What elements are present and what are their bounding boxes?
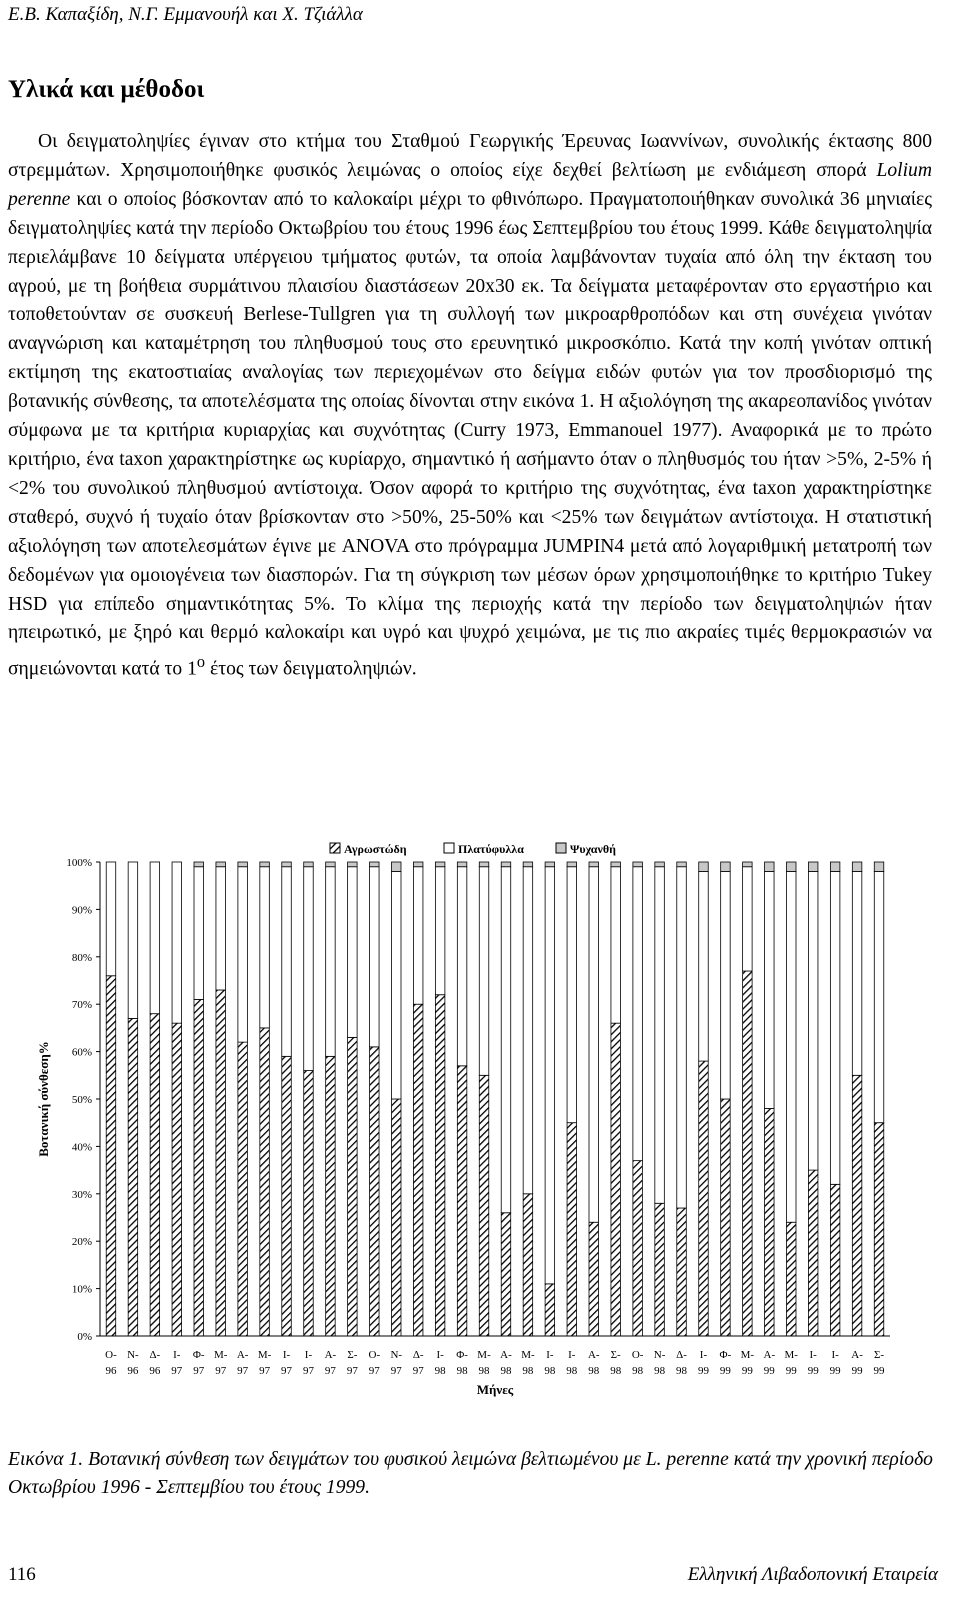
bar-segment (699, 1061, 709, 1336)
bar-segment (808, 862, 818, 871)
x-tick-label-year: 98 (588, 1365, 600, 1377)
x-tick-label-month: Ι- (809, 1349, 817, 1361)
bar-segment (677, 867, 687, 1208)
x-tick-label-month: Α- (500, 1349, 512, 1361)
x-tick-label-year: 99 (851, 1365, 863, 1377)
y-tick-label: 50% (71, 1094, 92, 1106)
bar-segment (874, 862, 884, 871)
bar-segment (743, 971, 753, 1336)
x-tick-label-month: Ν- (653, 1349, 666, 1361)
bar-segment (633, 867, 643, 1161)
bar-segment (435, 862, 445, 867)
bar-segment (216, 862, 226, 867)
x-tick-label-month: Α- (587, 1349, 600, 1361)
y-tick-label: 10% (71, 1283, 92, 1296)
x-tick-label-month: Α- (763, 1349, 776, 1361)
paragraph-text-2: και ο οποίος βόσκονταν από το καλοκαίρι μέχρι το φθινόπωρο. Πραγματοποιήθηκαν συνολικά 36 μηνιαίες δειγματοληψίες κατά την περίοδο Οκτωβρίου του έτους 1996 έως Σεπτεμβρίου του έτους 1999. Κάθε δειγματοληψία περιελάμβανε 10 δείγματα υπέργειου τμήματος φυτών, τα οποία λαμβάνονταν τυχαία από όλη την έκταση του αγρού, με τη βοήθεια συρμάτινου πλαισίου διαστάσεων 20x30 εκ. Τα δείγματα μεταφέρονταν στο εργαστήριο και τοποθετούνταν σε συσκευή Berlese-Tullgren για τη συλλογή των μικροαρθροπόδων και στη συνέχεια γινόταν αναγνώριση και καταμέτρηση του πληθυσμού τους στο ερευνητικό μικροσκόπιο. Κατά την κοπή γινόταν οπτική εκτίμηση της εκατοστιαίας αναλογίας των περιεχομένων στο δείγμα ειδών φυτών για τον προσδιορισμό της βοτανικής σύνθεσης, τα αποτελέσματα της οποίας δίνονται στην εικόνα 1. Η αξιολόγηση της ακαρεοπανίδος γινόταν σύμφωνα με τα κριτήρια κυριαρχίας και συχνότητας (Curry 1973, Emmanouel 1977). Αναφορικά με το πρώτο κριτήριο, ένα taxon χαρακτηρίστηκε ως κυρίαρχο, σημαντικό ή ασήμαντο όταν ο πληθυσμός του ήταν >5%, 2-5% ή <2% του συνολικού πληθυσμού αντίστοιχα. Όσον αφορά το κριτήριο της συχνότητας, ένα taxon χαρακτηρίστηκε σταθερό, συχνό ή τυχαίο όταν βρίσκονταν στο >50%, 25-50% και <25% των δειγμάτων αντίστοιχα. Η στατιστική αξιολόγηση των αποτελεσμάτων έγινε με ANOVA στο πρόγραμμα JUMPIN4 μετά από λογαριθμική μετατροπή των δεδομένων για ομοιογένεια των διασπορών. Για τη σύγκριση των μέσων όρων χρησιμοποιήθηκε το κριτήριο Tukey HSD για επίπεδο σημαντικότητας 5%. Το κλίμα της περιοχής κατά την περίοδο των δειγματοληψιών ήταν ηπειρωτικό, με ξηρό και θερμό καλοκαίρι και υγρό και ψυχρό χειμώνα, με τις πιο ακραίες τιμές θερμοκρασιών να σημειώνονται κατά το 1 (8, 188, 932, 680)
x-tick-label-month: Δ- (412, 1349, 424, 1361)
y-tick-label: 70% (71, 999, 92, 1012)
x-tick-label-year: 98 (500, 1365, 512, 1377)
x-tick-label-year: 98 (522, 1365, 534, 1377)
chart-svg (20, 840, 940, 1420)
x-tick-label-month: Ι- (831, 1349, 839, 1361)
x-tick-label-year: 97 (346, 1365, 358, 1377)
x-tick-label-month: Μ- (213, 1349, 228, 1361)
bar-segment (304, 862, 314, 867)
bar-segment (589, 862, 599, 867)
y-tick-label: 100% (66, 857, 92, 869)
x-tick-label-month: Σ- (873, 1349, 885, 1361)
y-tick-label: 30% (71, 1188, 92, 1201)
bar-segment (304, 867, 314, 1071)
bar-segment (216, 990, 226, 1336)
page-number: 116 (8, 1564, 36, 1585)
bar-segment (150, 862, 160, 1014)
bar-segment (435, 867, 445, 995)
x-tick-label-year: 97 (302, 1365, 314, 1377)
x-axis (100, 1336, 890, 1397)
bar-segment (830, 1184, 840, 1336)
bar-segment (216, 867, 226, 990)
x-tick-label-year: 96 (127, 1365, 139, 1377)
bar-segment (611, 862, 621, 867)
x-tick-label-year: 99 (807, 1365, 819, 1377)
bar-segment (721, 871, 731, 1099)
bar-segment (479, 862, 489, 867)
ordinal-superscript: ο (196, 652, 206, 672)
footer-society: Ελληνική Λιβαδοπονική Εταιρεία (687, 1564, 938, 1585)
bar-segment (633, 862, 643, 867)
bar-segment (326, 1056, 336, 1336)
x-tick-label-month: Α- (851, 1349, 863, 1361)
bar-segment (238, 867, 248, 1042)
x-tick-label-year: 97 (193, 1365, 205, 1377)
bar-segment (523, 1194, 533, 1336)
bar-segment (348, 1037, 358, 1336)
x-tick-label-month: Φ- (719, 1349, 732, 1361)
bar-segment (677, 1208, 687, 1336)
x-tick-label-year: 97 (324, 1365, 336, 1377)
bar-segment (128, 1018, 138, 1336)
x-tick-label-month: Σ- (610, 1349, 621, 1361)
legend-swatch (330, 843, 340, 853)
bar-segment (874, 871, 884, 1122)
x-tick-label-month: Ι- (699, 1349, 708, 1361)
x-tick-label-year: 97 (281, 1365, 293, 1377)
bar-segment (413, 862, 423, 867)
bar-segment (765, 1108, 775, 1336)
x-tick-label-month: Ι- (546, 1349, 554, 1361)
bar-segment (457, 862, 467, 867)
x-tick-label-year: 98 (610, 1365, 622, 1377)
bar-segment (172, 1023, 182, 1336)
legend-label: Ψυχανθή (570, 842, 616, 856)
y-tick-label: 80% (71, 951, 92, 964)
x-tick-label-year: 98 (566, 1365, 578, 1377)
bar-segment (392, 862, 402, 871)
botanical-composition-chart (20, 840, 940, 1420)
x-tick-label-month: Σ- (347, 1349, 358, 1361)
bar-segment (282, 867, 292, 1057)
bar-segment (699, 871, 709, 1061)
bar-segment (128, 862, 138, 1018)
x-tick-label-month: Α- (324, 1349, 337, 1361)
x-tick-label-year: 99 (829, 1365, 841, 1377)
legend-swatch (444, 843, 454, 853)
bar-segment (106, 976, 116, 1336)
y-tick-label: 0% (77, 1331, 92, 1343)
y-tick-label: 20% (71, 1236, 92, 1249)
x-tick-label-month: Ο- (105, 1349, 117, 1361)
bar-segment (611, 1023, 621, 1336)
x-tick-label-year: 97 (259, 1365, 271, 1377)
x-tick-label-month: Μ- (477, 1349, 491, 1361)
caption-species: L. perenne (645, 1449, 729, 1470)
x-tick-label-month: Δ- (149, 1349, 161, 1361)
bar-segment (655, 867, 665, 1204)
bar-segment (348, 862, 358, 867)
x-tick-label-year: 99 (741, 1365, 753, 1377)
chart-legend (330, 842, 616, 856)
bar-segment (765, 862, 775, 871)
x-tick-label-year: 98 (544, 1365, 556, 1377)
x-tick-label-year: 97 (215, 1365, 227, 1377)
x-tick-label-year: 97 (390, 1365, 402, 1377)
bar-segment (370, 1047, 380, 1336)
species-name: Lolium perenne (8, 159, 932, 210)
bar-segment (545, 1284, 555, 1336)
x-tick-label-year: 99 (719, 1365, 731, 1377)
bar-segment (787, 871, 797, 1222)
x-tick-label-year: 98 (456, 1365, 468, 1377)
legend-label: Αγρωστώδη (344, 842, 407, 856)
x-tick-label-year: 96 (105, 1365, 117, 1377)
bar-segment (655, 862, 665, 867)
bar-segment (282, 862, 292, 867)
x-tick-label-year: 97 (368, 1365, 380, 1377)
bar-segment (743, 867, 753, 971)
bar-segment (677, 862, 687, 867)
x-tick-label-month: Ι- (568, 1349, 576, 1361)
bar-segment (435, 995, 445, 1336)
x-tick-label-month: Δ- (676, 1349, 687, 1361)
bar-segment (567, 867, 577, 1123)
bar-segment (238, 862, 248, 867)
x-tick-label-month: Φ- (192, 1349, 205, 1361)
bar-segment (545, 867, 555, 1284)
bar-segment (260, 1028, 270, 1336)
bar-segment (808, 871, 818, 1170)
bar-segment (852, 1075, 862, 1336)
bar-segment (501, 867, 511, 1213)
bar-segment (370, 867, 380, 1047)
bar-segment (194, 867, 204, 1000)
x-tick-label-year: 96 (149, 1365, 161, 1377)
x-tick-label-month: Ι- (436, 1349, 444, 1361)
x-tick-label-month: Μ- (521, 1349, 535, 1361)
chart-bars (106, 862, 884, 1336)
bar-segment (830, 871, 840, 1184)
y-tick-label: 40% (71, 1141, 92, 1154)
x-tick-label-month: Μ- (784, 1349, 798, 1361)
x-tick-label-month: Ι- (304, 1349, 313, 1361)
x-tick-label-month: Μ- (740, 1349, 755, 1361)
bar-segment (787, 862, 797, 871)
legend-swatch (556, 843, 566, 853)
x-tick-label-year: 99 (763, 1365, 775, 1377)
bar-segment (326, 867, 336, 1057)
bar-segment (238, 1042, 248, 1336)
x-tick-label-year: 98 (676, 1365, 688, 1377)
bar-segment (523, 867, 533, 1194)
x-tick-label-year: 99 (873, 1365, 885, 1377)
bar-segment (106, 862, 116, 976)
x-axis-label: Μήνες (476, 1382, 514, 1397)
y-axis (36, 857, 100, 1343)
bar-segment (874, 1123, 884, 1336)
x-tick-label-year: 98 (654, 1365, 666, 1377)
bar-segment (611, 867, 621, 1023)
bar-segment (567, 862, 577, 867)
bar-segment (457, 1066, 467, 1336)
bar-segment (699, 862, 709, 871)
caption-prefix: Εικόνα 1. Βοτανική σύνθεση των δειγμάτων του φυσικού λειμώνα βελτιωμένου με (8, 1449, 646, 1470)
bar-segment (633, 1161, 643, 1336)
x-tick-label-month: Ο- (631, 1349, 644, 1361)
bar-segment (479, 867, 489, 1076)
bar-segment (260, 862, 270, 867)
bar-segment (479, 1075, 489, 1336)
bar-segment (457, 867, 467, 1066)
bar-segment (392, 1099, 402, 1336)
bar-segment (721, 1099, 731, 1336)
bar-segment (501, 1213, 511, 1336)
x-tick-label-month: Ι- (282, 1349, 291, 1361)
x-tick-label-year: 97 (171, 1365, 183, 1377)
figure-caption (8, 1446, 938, 1502)
bar-segment (282, 1056, 292, 1336)
running-header-authors: Ε.Β. Καπαξίδη, Ν.Γ. Εμμανουήλ και Χ. Τζιάλλα (8, 4, 363, 25)
bar-segment (589, 1222, 599, 1336)
bar-segment (765, 871, 775, 1108)
bar-segment (808, 1170, 818, 1336)
bar-segment (589, 867, 599, 1223)
x-tick-label-year: 98 (632, 1365, 644, 1377)
x-tick-label-month: Ι- (173, 1349, 181, 1361)
bar-segment (413, 867, 423, 1004)
bar-segment (392, 871, 402, 1099)
x-tick-label-year: 97 (237, 1365, 249, 1377)
paragraph-text-3: έτος των δειγματοληψιών. (205, 658, 417, 680)
bar-segment (852, 871, 862, 1075)
caption-suffix: κατά την χρονική περίοδο Οκτωβρίου 1996 - Σεπτεμβίου του έτους 1999. (8, 1449, 933, 1498)
bar-segment (852, 862, 862, 871)
bar-segment (304, 1071, 314, 1336)
y-tick-label: 90% (71, 904, 92, 917)
bar-segment (830, 862, 840, 871)
bar-segment (348, 867, 358, 1038)
bar-segment (655, 1203, 665, 1336)
y-axis-label: Βοτανική σύνθεση% (36, 1041, 51, 1157)
section-title: Υλικά και μέθοδοι (8, 76, 205, 103)
x-tick-label-year: 99 (785, 1365, 797, 1377)
y-tick-label: 60% (71, 1046, 92, 1059)
bar-segment (150, 1014, 160, 1336)
bar-segment (787, 1222, 797, 1336)
paragraph-text-1: Οι δειγματοληψίες έγιναν στο κτήμα του Σταθμού Γεωργικής Έρευνας Ιωαννίνων, συνολικής έκτασης 800 στρεμμάτων. Χρησιμοποιήθηκε φυσικός λειμώνας ο οποίος είχε δεχθεί βελτίωση με ενδιάμεση σπορά (8, 131, 932, 181)
x-tick-label-month: Α- (236, 1349, 249, 1361)
x-tick-label-month: Ο- (368, 1349, 381, 1361)
body-paragraph (8, 128, 932, 685)
legend-label: Πλατύφυλλα (458, 842, 524, 856)
x-tick-label-year: 98 (434, 1365, 446, 1377)
bar-segment (721, 862, 731, 871)
bar-segment (260, 867, 270, 1028)
bar-segment (326, 862, 336, 867)
x-tick-label-month: Μ- (257, 1349, 272, 1361)
bar-segment (501, 862, 511, 867)
bar-segment (523, 862, 533, 867)
bar-segment (194, 862, 204, 867)
bar-segment (743, 862, 753, 867)
bar-segment (172, 862, 182, 1023)
x-tick-label-year: 97 (412, 1365, 424, 1377)
bar-segment (194, 999, 204, 1336)
bar-segment (413, 1004, 423, 1336)
x-tick-label-month: Ν- (390, 1349, 403, 1361)
bar-segment (545, 862, 555, 867)
bar-segment (567, 1123, 577, 1336)
x-tick-label-year: 98 (478, 1365, 490, 1377)
x-tick-label-month: Ν- (127, 1349, 139, 1361)
x-tick-label-year: 99 (697, 1365, 709, 1377)
bar-segment (370, 862, 380, 867)
x-tick-label-month: Φ- (456, 1349, 468, 1361)
